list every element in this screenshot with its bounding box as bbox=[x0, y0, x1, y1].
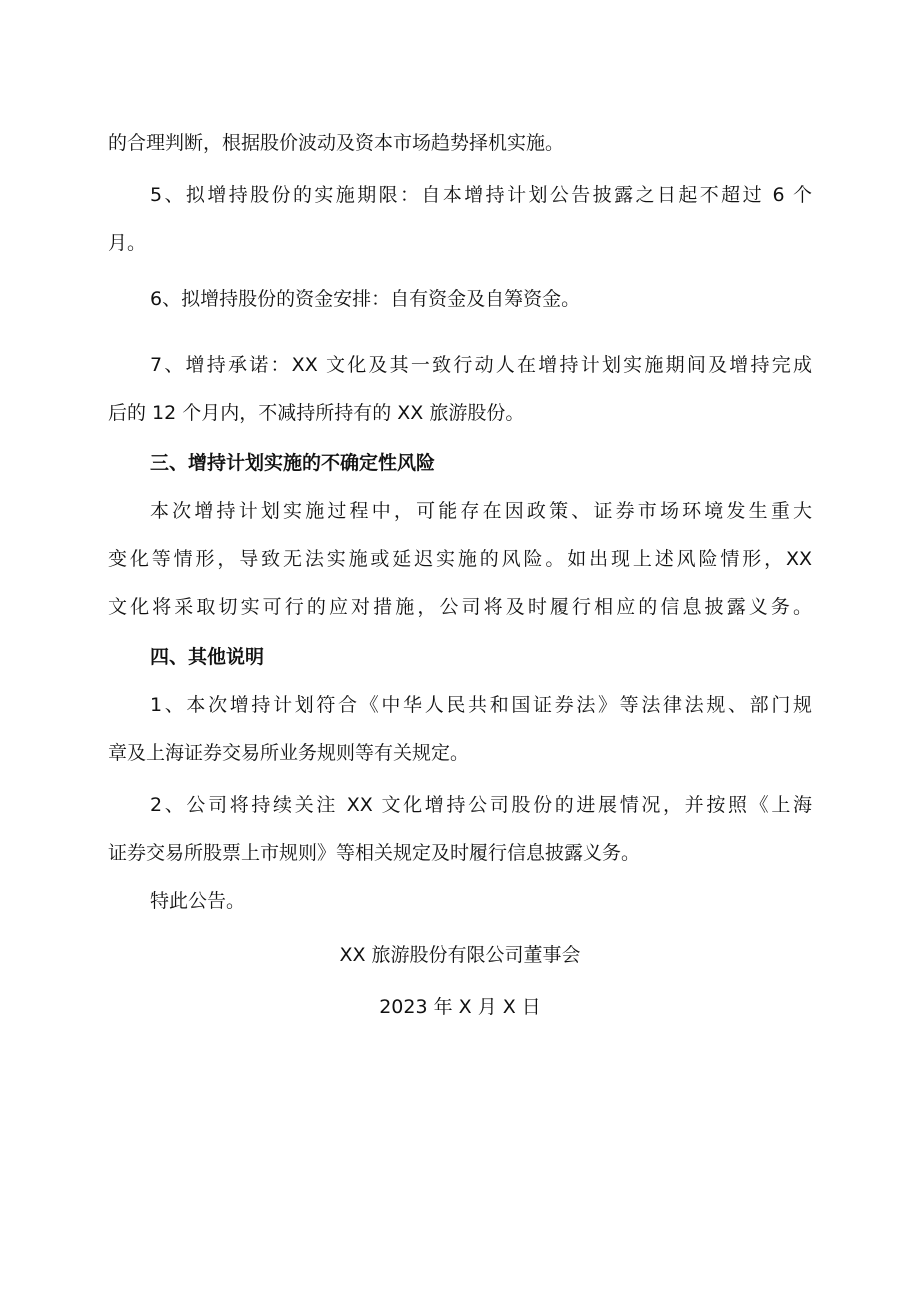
section-4-item-1-line-2: 章及上海证券交易所业务规则等有关规定。 bbox=[108, 742, 470, 764]
intro-paragraph-tail: 的合理判断，根据股价波动及资本市场趋势择机实施。 bbox=[108, 132, 565, 154]
item-7-line-1: 7、增持承诺：XX 文化及其一致行动人在增持计划实施期间及增持完成 bbox=[150, 354, 812, 376]
section-3-line-1: 本次增持计划实施过程中，可能存在因政策、证券市场环境发生重大 bbox=[150, 500, 812, 522]
date-line: 2023 年 X 月 X 日 bbox=[379, 996, 541, 1018]
section-4-heading: 四、其他说明 bbox=[150, 646, 265, 668]
section-4-item-2-line-2: 证券交易所股票上市规则》等相关规定及时履行信息披露义务。 bbox=[108, 842, 641, 864]
closing-text: 特此公告。 bbox=[150, 890, 246, 912]
item-5-line-1: 5、拟增持股份的实施期限：自本增持计划公告披露之日起不超过 6 个 bbox=[150, 184, 812, 206]
item-7-line-2: 后的 12 个月内，不减持所持有的 XX 旅游股份。 bbox=[108, 402, 525, 424]
section-3-line-3: 文化将采取切实可行的应对措施，公司将及时履行相应的信息披露义务。 bbox=[108, 596, 812, 618]
section-3-heading: 三、增持计划实施的不确定性风险 bbox=[150, 452, 436, 474]
section-4-item-1-line-1: 1、本次增持计划符合《中华人民共和国证券法》等法律法规、部门规 bbox=[150, 694, 812, 716]
signature-line: XX 旅游股份有限公司董事会 bbox=[339, 944, 581, 966]
section-3-line-2: 变化等情形，导致无法实施或延迟实施的风险。如出现上述风险情形，XX bbox=[108, 548, 812, 570]
section-4-item-2-line-1: 2、公司将持续关注 XX 文化增持公司股份的进展情况，并按照《上海 bbox=[150, 794, 812, 816]
item-6-line-1: 6、拟增持股份的资金安排：自有资金及自筹资金。 bbox=[150, 288, 581, 310]
item-5-line-2: 月。 bbox=[108, 232, 147, 254]
